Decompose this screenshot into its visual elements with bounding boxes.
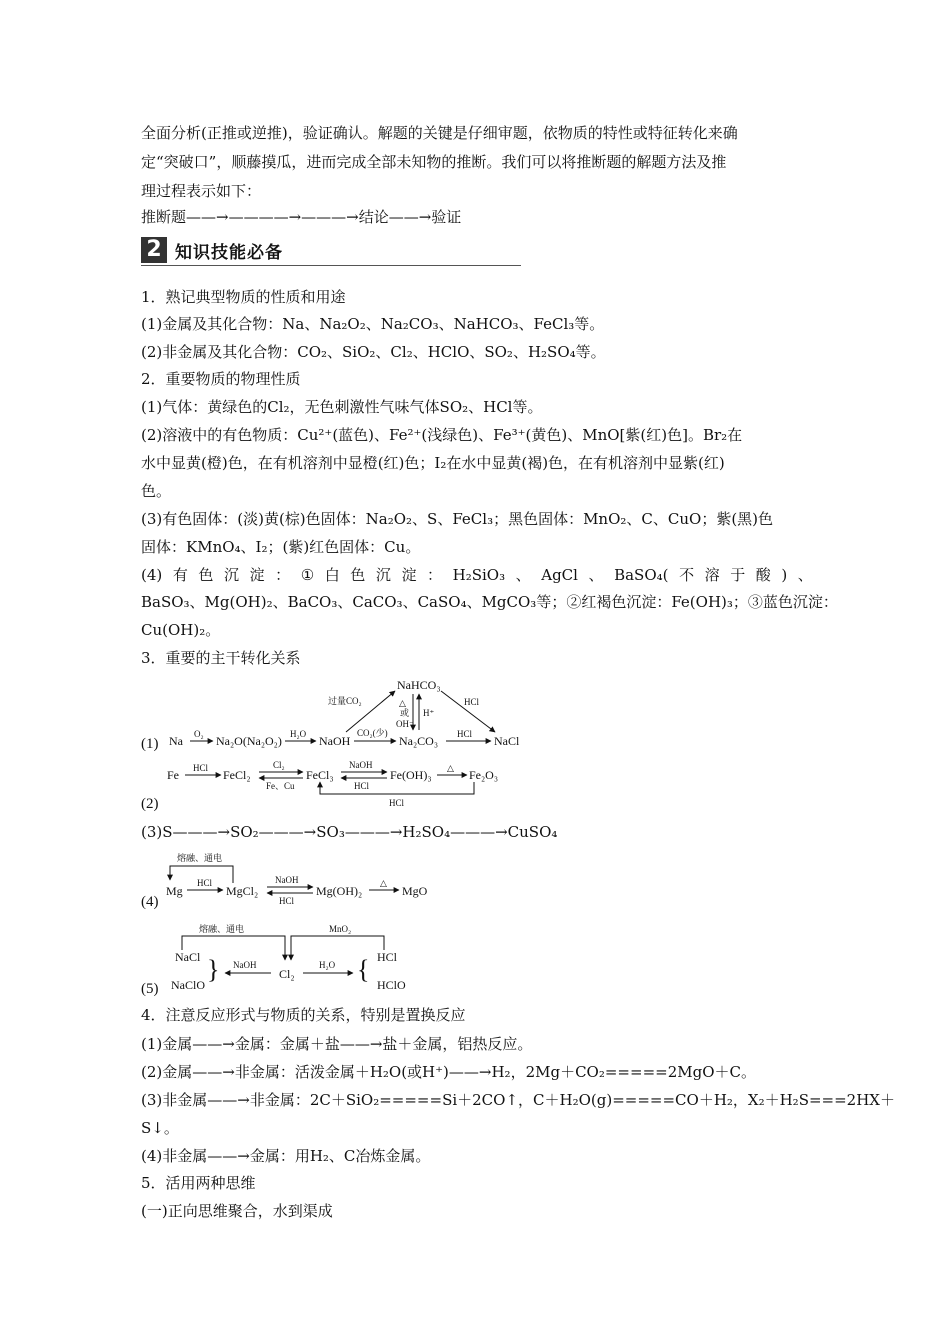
formula: NaOH <box>319 734 351 748</box>
reagent-label: HCl <box>464 697 480 707</box>
item-2-4-c: Cu(OH)₂。 <box>141 621 221 639</box>
reagent-label: HCl <box>193 763 209 773</box>
formula: NaClO <box>171 978 205 992</box>
item-2-2-a: (2)溶液中的有色物质：Cu²⁺(蓝色)、Fe²⁺(浅绿色)、Fe³⁺(黄色)、MnO[紫(红)色]。Br₂在 <box>141 426 743 444</box>
item-4-1: (1)金属——→金属：金属＋盐——→盐＋金属，铝热反应。 <box>141 1035 533 1053</box>
diagram-5 <box>141 920 441 996</box>
formula: NaCl <box>494 734 520 748</box>
diagram-1 <box>141 672 541 754</box>
right-brace-icon: } <box>207 955 220 984</box>
text-token: BaSO₄( <box>614 566 669 584</box>
formula: MgO <box>402 884 428 898</box>
item-2-4-b: BaSO₃、Mg(OH)₂、BaCO₃、CaCO₃、CaSO₄、MgCO₃等；②红褐色沉淀：Fe(OH)₃；③蓝色沉淀： <box>141 593 838 611</box>
heading-4: 4．注意反应形式与物质的关系，特别是置换反应 <box>141 1006 466 1024</box>
reagent-label: O₂ <box>194 729 204 739</box>
item-4-3-a: (3)非金属——→非金属：2C＋SiO₂=====Si＋2CO↑，C＋H₂O(g)=====CO＋H₂，X₂＋H₂S===2HX＋ <box>141 1091 895 1109</box>
reagent-label: HCl <box>389 798 405 808</box>
text-token: 、 <box>588 566 604 584</box>
section-number: 2 <box>141 237 167 263</box>
formula: Na₂O(Na₂O₂) <box>216 734 282 748</box>
text-token: H₂SiO₃ <box>452 566 506 584</box>
heading-5: 5．活用两种思维 <box>141 1174 256 1192</box>
reagent-label: 过量CO₂ <box>328 696 362 706</box>
formula: Cl₂ <box>279 967 295 981</box>
section-header <box>141 237 521 266</box>
text-token: 、 <box>515 566 531 584</box>
text-token: 色 <box>350 566 366 584</box>
item-2-2-b: 水中显黄(橙)色，在有机溶剂中显橙(红)色；I₂在水中显黄(褐)色，在有机溶剂中显紫(红) <box>141 454 725 472</box>
formula: FeCl₂ <box>223 768 251 782</box>
item-3-3: (3)S———→SO₂———→SO₃———→H₂SO₄———→CuSO₄ <box>141 823 558 841</box>
item-2-3-b: 固体：KMnO₄、I₂；(紫)红色固体：Cu。 <box>141 538 421 556</box>
text-token: 白 <box>324 566 340 584</box>
item-4-4: (4)非金属——→金属：用H₂、C冶炼金属。 <box>141 1147 431 1165</box>
diagram-2 <box>141 758 541 814</box>
reagent-label: HCl <box>279 896 295 906</box>
reagent-label: NaOH <box>349 760 373 770</box>
text-token: 于 <box>730 566 746 584</box>
formula: NaCl <box>175 950 201 964</box>
text-token: 沉 <box>223 566 239 584</box>
item-2-4-a <box>141 565 813 585</box>
reagent-label: OH⁻ <box>396 719 414 729</box>
text-token: ： <box>427 566 443 584</box>
item-2-1: (1)气体：黄绿色的Cl₂，无色刺激性气味气体SO₂、HCl等。 <box>141 398 543 416</box>
item-4-3-b: S↓。 <box>141 1119 179 1137</box>
text-token: 色 <box>198 566 214 584</box>
diagram-label: (5) <box>141 981 159 997</box>
reagent-label: 熔融、通电 <box>177 853 223 863</box>
formula: Na <box>169 734 183 748</box>
formula: Na₂CO₃ <box>399 734 439 748</box>
delta-icon: △ <box>447 763 454 773</box>
text-token: 有 <box>172 566 188 584</box>
text-token: AgCl <box>541 566 578 584</box>
heading-3: 3．重要的主干转化关系 <box>141 649 301 667</box>
reagent-label: 或 <box>400 708 410 718</box>
reagent-label: NaOH <box>233 960 257 970</box>
section-title: 知识技能必备 <box>175 243 283 263</box>
item-5-1: (一)正向思维聚合，水到渠成 <box>141 1202 333 1220</box>
formula: NaHCO₃ <box>397 678 441 692</box>
formula: HCl <box>377 950 398 964</box>
delta-icon: △ <box>399 698 406 708</box>
text-token: 酸 <box>755 566 771 584</box>
heading-2: 2．重要物质的物理性质 <box>141 370 301 388</box>
formula: Fe <box>167 768 179 782</box>
diagram-label: (1) <box>141 736 159 752</box>
intro-line-1: 全面分析(正推或逆推)，验证确认。解题的关键是仔细审题，依物质的特性或特征转化来确 <box>141 124 738 142</box>
text-token: ： <box>275 566 291 584</box>
formula: Mg <box>166 884 183 898</box>
formula: Fe₂O₃ <box>469 768 499 782</box>
formula: Fe(OH)₃ <box>390 768 432 782</box>
reagent-label: 熔融、通电 <box>199 924 245 934</box>
item-1-2: (2)非金属及其化合物：CO₂、SiO₂、Cl₂、HClO、SO₂、H₂SO₄等。 <box>141 343 606 361</box>
formula: Mg(OH)₂ <box>316 884 363 898</box>
diagram-4 <box>141 848 471 910</box>
text-token: ① <box>300 566 315 584</box>
reagent-label: Fe、Cu <box>266 781 295 791</box>
reagent-label: H₂O <box>319 960 336 970</box>
item-4-2: (2)金属——→非金属：活泼金属＋H₂O(或H⁺)——→H₂，2Mg＋CO₂=====2MgO＋C。 <box>141 1063 756 1081</box>
reagent-label: MnO₂ <box>329 924 352 934</box>
reagent-label: H⁺ <box>423 708 435 718</box>
formula: MgCl₂ <box>226 884 259 898</box>
item-2-2-c: 色。 <box>141 482 172 500</box>
reagent-label: H₂O <box>290 729 307 739</box>
diagram-label: (2) <box>141 796 159 812</box>
heading-1: 1．熟记典型物质的性质和用途 <box>141 288 346 306</box>
reagent-label: HCl <box>354 781 370 791</box>
intro-flow-line: 推断题——→————→———→结论——→验证 <box>141 208 462 226</box>
item-1-1: (1)金属及其化合物：Na、Na₂O₂、Na₂CO₃、NaHCO₃、FeCl₃等。 <box>141 315 605 333</box>
reagent-label: Cl₂ <box>273 760 285 770</box>
reagent-label: HCl <box>197 878 213 888</box>
formula: FeCl₃ <box>306 768 334 782</box>
text-token: ) <box>781 566 788 584</box>
text-token: 溶 <box>704 566 720 584</box>
reagent-label: CO₂(少) <box>357 728 388 738</box>
intro-line-3: 理过程表示如下： <box>141 182 262 200</box>
text-token: 、 <box>797 566 813 584</box>
text-token: 淀 <box>249 566 265 584</box>
reagent-label: NaOH <box>275 875 299 885</box>
diagram-label: (4) <box>141 894 159 910</box>
item-2-3-a: (3)有色固体：(淡)黄(棕)色固体：Na₂O₂、S、FeCl₃；黑色固体：MnO₂、C、CuO；紫(黑)色 <box>141 510 774 528</box>
text-token: 沉 <box>375 566 391 584</box>
formula: HClO <box>377 978 406 992</box>
left-brace-icon: { <box>357 955 370 984</box>
text-token: 淀 <box>401 566 417 584</box>
intro-line-2: 定“突破口”，顺藤摸瓜，进而完成全部未知物的推断。我们可以将推断题的解题方法及推 <box>141 153 727 171</box>
text-token: (4) <box>141 566 163 584</box>
delta-icon: △ <box>380 878 387 888</box>
text-token: 不 <box>679 566 695 584</box>
reagent-label: HCl <box>457 729 473 739</box>
